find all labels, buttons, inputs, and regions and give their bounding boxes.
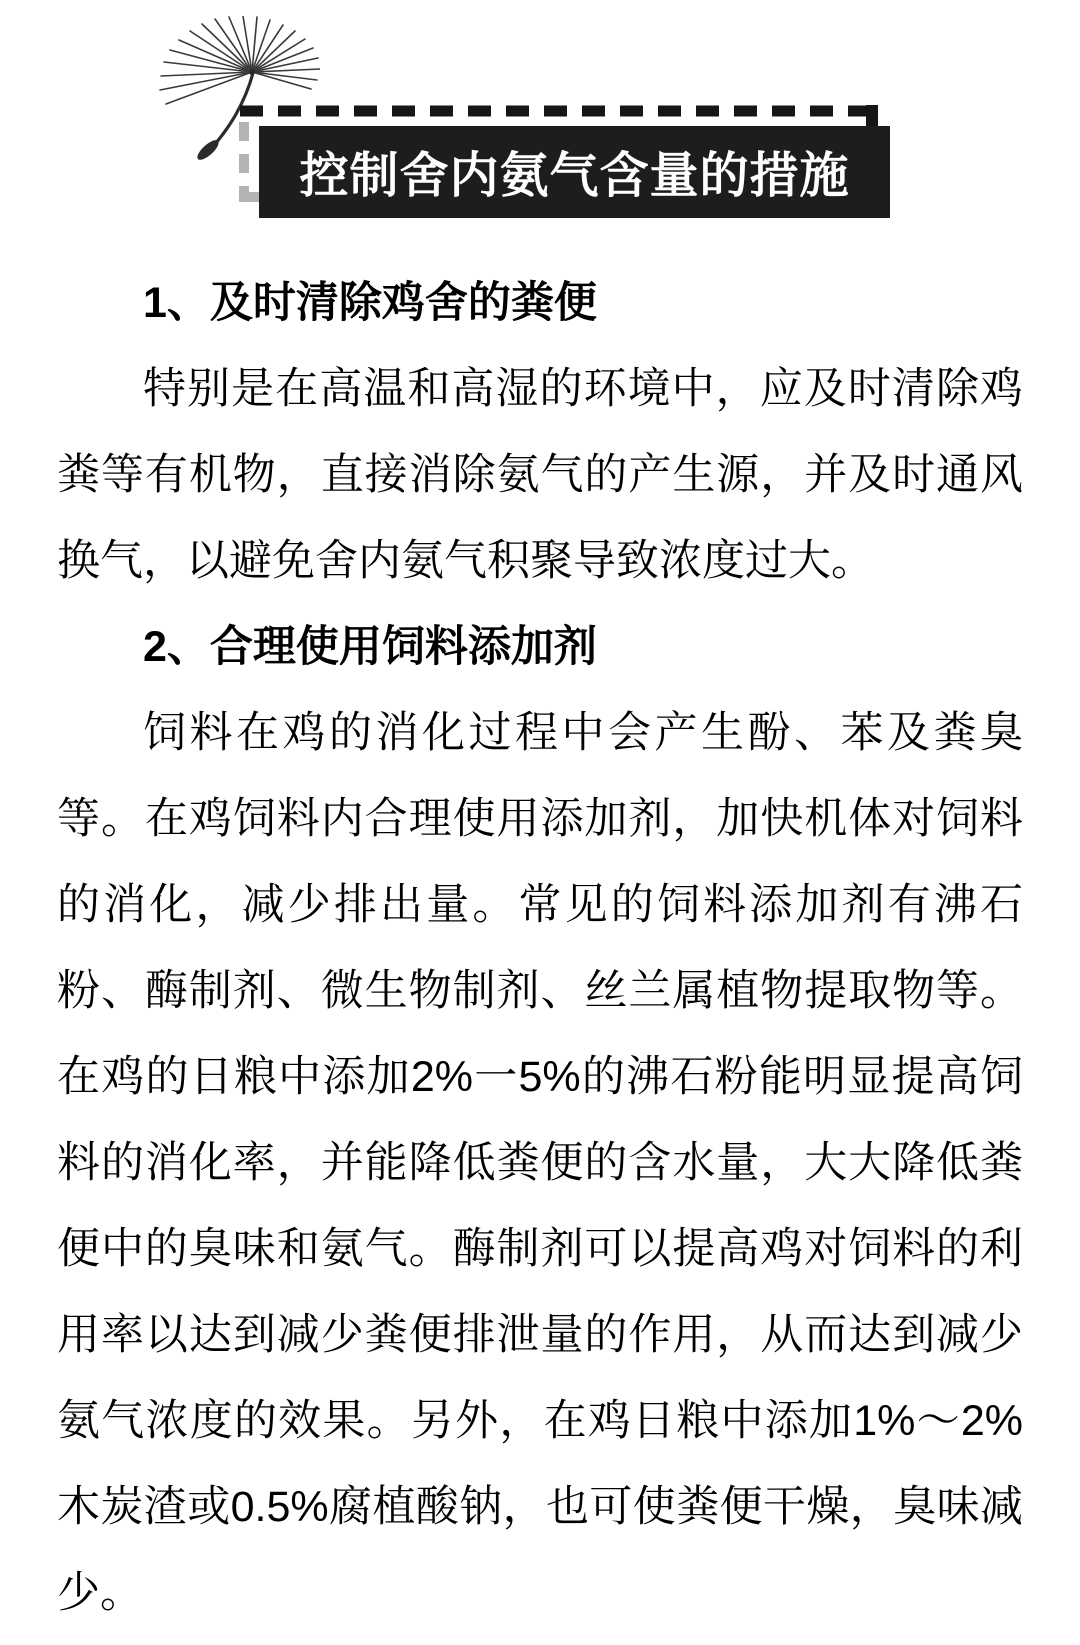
paragraph-line: 粉、酶制剂、微生物制剂、丝兰属植物提取物等。 [57,967,1023,1015]
paragraph-line: 在鸡的日粮中添加2%一5%的沸石粉能明显提高饲 [57,1053,1023,1101]
paragraph-line: 换气，以避免舍内氨气积聚导致浓度过大。 [57,537,874,585]
title-banner [259,126,890,218]
paragraph-line: 饲料在鸡的消化过程中会产生酚、苯及粪臭 [143,709,1023,757]
section-heading: 1、及时清除鸡舍的粪便 [143,279,597,327]
paragraph-line: 氨气浓度的效果。另外，在鸡日粮中添加1%～2% [57,1397,1023,1445]
paragraph-line: 木炭渣或0.5%腐植酸钠，也可使粪便干燥，臭味减 [57,1483,1023,1531]
paragraph-line: 料的消化率，并能降低粪便的含水量，大大降低粪 [57,1139,1023,1187]
paragraph-line: 用率以达到减少粪便排泄量的作用，从而达到减少 [57,1311,1023,1359]
paragraph-line: 等。在鸡饲料内合理使用添加剂，加快机体对饲料 [57,795,1023,843]
paragraph-line: 粪等有机物，直接消除氨气的产生源，并及时通风 [57,451,1023,499]
article [57,260,1023,1636]
page-title: 控制舍内氨气含量的措施 [299,149,850,203]
paragraph-line: 的消化，减少排出量。常见的饲料添加剂有沸石 [57,881,1023,929]
section-heading: 2、合理使用饲料添加剂 [143,623,597,671]
paragraph-line: 便中的臭味和氨气。酶制剂可以提高鸡对饲料的利 [57,1225,1023,1273]
paragraph-line: 特别是在高温和高湿的环境中，应及时清除鸡 [143,365,1023,413]
paragraph-line: 少。 [57,1569,143,1617]
